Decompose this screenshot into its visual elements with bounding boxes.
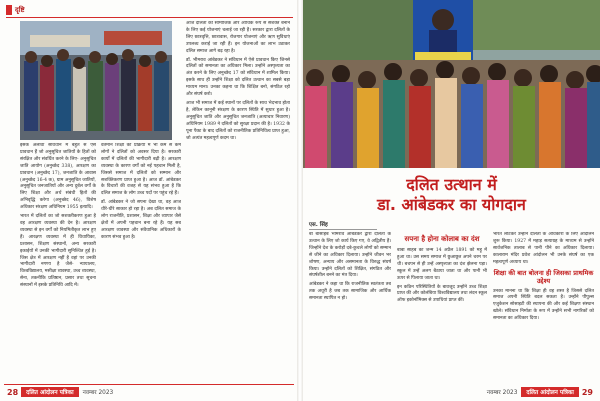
right-article-column-2 <box>397 232 487 383</box>
author-byline: एस. सिंह <box>309 222 328 228</box>
publication-name-right: दलित आंदोलन पत्रिका <box>521 387 578 397</box>
section-label: दृष्टि <box>15 5 25 14</box>
article-headline <box>303 175 600 215</box>
left-article-column-3 <box>186 21 290 383</box>
headline-line-2: डा. आंबेडकर का योगदान <box>377 195 526 214</box>
crowd-photo-left-illustration <box>20 21 172 140</box>
left-col3-paragraph: आज भी समाज में कई स्थानों पर दलितों के साथ भेदभाव होता है, लेकिन कानूनी संरक्षण के कारण स्थिति में सुधार हुआ है। अनुसूचित जाति और अनुसूचित जनजाति (अत्याचार निवारण) अधिनियम 1989 ने दलितों को सुरक्षा प्रदान की है। 1932 के पूना पैक्ट के बाद दलितों को राजनीतिक प्रतिनिधित्व प्राप्त हुआ, जो अत्यंत महत्वपूर्ण कदम था। <box>186 100 290 141</box>
left-article-column-1 <box>20 143 96 383</box>
right-col1-paragraph: बा बासाहेब भीमराव आंबेडकर द्वारा दलितों के उत्थान के लिए जो कार्य किए गए, वे अद्वितीय हैं। जिन्होंने देश के करोड़ों दबे-कुचले लोगों को सम्मान से जीने का अधिकार दिलाया। उन्होंने जीवन भर शोषण, अन्याय और असमानता के विरुद्ध संघर्ष किया। उन्होंने दलितों को शिक्षित, संगठित और संघर्षशील बनने का मंत्र दिया। <box>309 232 391 279</box>
issue-date-right: नवम्बर 2023 <box>486 390 518 396</box>
left-col1-paragraph: भारत में दलितों का जो सशक्तीकरण हुआ है वह आरक्षण व्यवस्था की देन है। आरक्षण व्यवस्था से इन वर्गों को नियमितीकृत लाभ हुए हैं। आरक्षण व्यवस्था में ही विधायिका, प्रशासन, शिक्षण संस्थानों, अन्य सरकारी इकाईयों में उनकी भागीदारी सुनिश्चित हुई है। जिस क्षेत्र में आरक्षण नहीं है वहां पर उनकी भागीदारी नगण्य है जैसे- न्यायालय, विश्वविद्यालय, मसीक्षा व्यवस्था, उच्च व्यवस्था, सेना, तकनीकि प्रतिष्ठान, प्रसार तथा सूचना संस्थानों में इसके प्रतिनिधि आदि में। <box>20 214 96 289</box>
issue-date-left: नवम्बर 2023 <box>82 390 114 396</box>
footer-rule-left <box>4 384 294 385</box>
left-col2-paragraph: डॉ. आंबेडकर ने जो सपना देखा था, वह आज धीरे-धीरे साकार हो रहा है। अब दलित समाज के लोग राजनीति, प्रशासन, शिक्षा और व्यापार जैसे क्षेत्रों में अपनी पहचान बना रहे हैं। यह सब आरक्षण व्यवस्था और संवैधानिक अधिकारों के कारण संभव हुआ है। <box>101 200 181 240</box>
right-col3-paragraph: उनका मानना था कि शिक्षा ही वह शस्त्र है जिससे दलित समाज अपनी स्थिति बदल सकता है। उन्होंने पीपुल्स एजुकेशन सोसाइटी की स्थापना की और कई शिक्षण संस्थान खोले। संविधान निर्माता के रूप में उन्होंने सभी नागरिकों को समानता का अधिकार दिया। <box>493 288 594 322</box>
byline-rule <box>309 229 377 230</box>
right-page <box>303 0 600 401</box>
sub-heading: शिक्षा की बात बोलना ही जिसका प्राथमिक उद्देश्य <box>493 268 594 286</box>
left-col3-paragraph: आज दलितों को सामाजिक और आर्थिक रूप से सशक्त बनाने के लिए कई योजनाएं चलाई जा रही हैं। सरकार द्वारा दलितों के लिए छात्रवृत्ति, छात्रावास, रोजगार योजनाएं और ऋण सुविधाएं उपलब्ध कराई जा रही हैं। इन योजनाओं का लाभ उठाकर दलित समाज आगे बढ़ रहा है। <box>186 21 290 54</box>
top-rule <box>6 17 293 18</box>
left-article-column-2 <box>101 143 181 383</box>
section-bullet-icon <box>6 5 12 15</box>
publication-name-left: दलित आंदोलन पत्रिका <box>21 387 78 397</box>
right-article-column-3 <box>493 232 594 383</box>
left-col3-paragraph: डॉ. भीमराव आंबेडकर ने संविधान में ऐसे प्रावधान किए जिनसे दलितों को समानता का अधिकार मिला। उन्होंने अस्पृश्यता का अंत करने के लिए अनुच्छेद 17 को संविधान में शामिल किया। इसके साथ ही उन्होंने शिक्षा को दलित उत्थान का सबसे बड़ा माध्यम माना। उनका कहना था कि शिक्षित बनो, संगठित रहो और संघर्ष करो। <box>186 57 290 98</box>
left-col2-paragraph: वर्तमान शिक्षा की प्रक्रिया में भी कम से कम लोगों ने दलितों को अवसर दिया है। सरकारी कार्यों में दलितों की भागीदारी बढ़ी है। आरक्षण व्यवस्था के कारण वर्गों को नई पहचान मिली है, जिससे समाज में दलितों को सम्मान और सशक्तिकरण प्राप्त हुआ है। आज डॉ. आंबेडकर के विचारों की वजह से यह संभव हुआ है कि दलित समाज के लोग उच्च पदों पर पहुंच रहे हैं। <box>101 143 181 197</box>
headline-line-1: दलित उत्थान में <box>406 175 497 194</box>
crowd-photo-right <box>303 0 600 168</box>
page-number-right: 29 <box>581 387 593 397</box>
footer-right <box>483 386 596 398</box>
crowd-photo-left <box>20 21 172 140</box>
footer-left <box>4 386 117 398</box>
right-col3-paragraph: भारत लौटकर उन्होंने दलितों के अधिकारों के लिए आंदोलन शुरू किया। 1927 में महाड़ सत्याग्रह के माध्यम से उन्होंने सार्वजनिक तालाब से पानी पीने का अधिकार दिलाया। कालाराम मंदिर प्रवेश आंदोलन भी उनके संघर्ष का एक महत्वपूर्ण अध्याय था। <box>493 232 594 265</box>
left-col1-paragraph: इसके अलावा संविधान में बहुत से ऐसे प्रावधान हैं जो अनुसूचित जातियों के हितों को संरक्षित और संवर्धित करने के लिए- अनुसूचित जाति आयोग (अनुच्छेद 338), आरक्षण का प्रावधान (अनुच्छेद 17), जनजाति के आवास (अनुच्छेद 16-4 क), ग्राम अनुसूचित जातियों, अनुसूचित जनजातियों और अन्य दुर्बल वर्गों के लिए शिक्षा और अर्थ संबंधी हितों की अभिवृद्धि करेगा (अनुच्छेद 46), विशेष अधिकार संरक्षण अधिनियम 1955 इत्यादि। <box>20 143 96 211</box>
page-number-left: 28 <box>7 387 19 397</box>
right-col2-paragraph: बाबा साहब का जन्म 14 अप्रैल 1891 को महू में हुआ था। उस समय समाज में छुआछूत अपने चरम पर थी। बचपन से ही उन्हें अस्पृश्यता का दंश झेलना पड़ा। स्कूल में उन्हें अलग बैठाया जाता था और पानी भी ऊपर से पिलाया जाता था। <box>397 248 487 281</box>
left-page <box>0 0 297 401</box>
pull-quote: सपना है होना कोलाब का दंश <box>404 235 480 243</box>
right-col1-paragraph: आंबेडकर ने कहा था कि राजनीतिक स्वतंत्रता तब तक अधूरी है जब तक सामाजिक और आर्थिक समानता स्थापित न हो। <box>309 282 391 302</box>
crowd-photo-right-illustration <box>303 0 600 168</box>
section-tag <box>6 4 25 16</box>
right-col2-paragraph: इन कठिन परिस्थितियों के बावजूद उन्होंने उच्च शिक्षा प्राप्त की और कोलंबिया विश्वविद्यालय तथा लंदन स्कूल ऑफ इकोनॉमिक्स से उपाधियां प्राप्त कीं। <box>397 284 487 304</box>
right-article-column-1 <box>309 232 391 383</box>
